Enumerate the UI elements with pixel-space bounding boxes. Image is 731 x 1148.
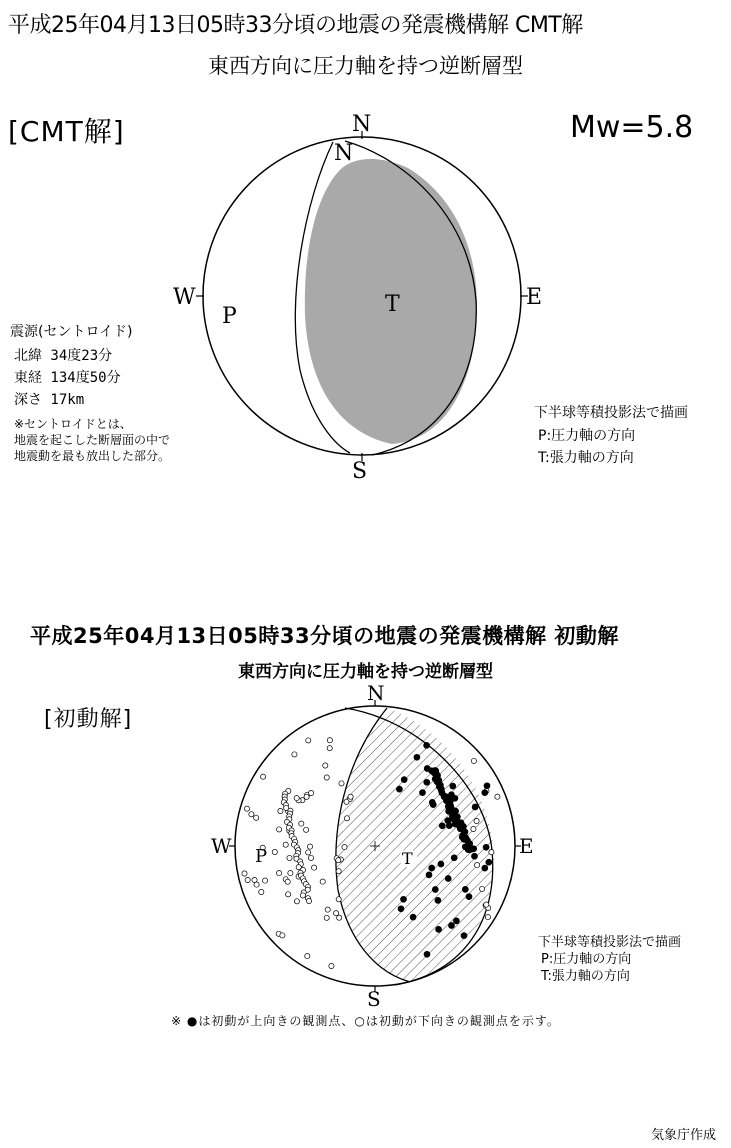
down-motion-station: [325, 907, 330, 912]
down-motion-station: [344, 816, 349, 821]
down-motion-station: [306, 850, 311, 855]
down-motion-station: [286, 892, 291, 897]
cmt-subtitle: 東西方向に圧力軸を持つ逆断層型: [208, 54, 523, 78]
first-p-axis: P: [255, 846, 268, 867]
cmt-t-axis: T: [385, 292, 400, 317]
down-motion-station: [305, 954, 310, 959]
up-motion-station: [472, 853, 478, 859]
first-motion-subtitle: 東西方向に圧力軸を持つ逆断層型: [238, 662, 493, 682]
up-motion-station: [436, 926, 442, 932]
down-motion-station: [307, 844, 312, 849]
down-motion-station: [299, 821, 304, 826]
cmt-dir-e: E: [526, 285, 543, 310]
up-motion-station: [424, 742, 430, 748]
down-motion-station: [283, 842, 288, 847]
down-motion-station: [287, 855, 292, 860]
credit: 気象庁作成: [651, 1128, 717, 1143]
down-motion-station: [254, 815, 259, 820]
up-motion-station: [453, 918, 459, 924]
down-motion-station: [324, 915, 329, 920]
down-motion-station: [484, 902, 489, 907]
down-motion-station: [324, 775, 329, 780]
down-motion-station: [339, 781, 344, 786]
legend-projection: 下半球等積投影法で描画: [534, 405, 688, 421]
down-motion-station: [475, 863, 480, 868]
centroid-note-3: 地震動を最も放出した部分。: [14, 449, 171, 463]
up-motion-station: [472, 804, 478, 810]
up-motion-station: [483, 844, 489, 850]
down-motion-station: [495, 794, 500, 799]
down-motion-station: [242, 871, 247, 876]
up-motion-station: [426, 872, 432, 878]
legend-p: P:圧力軸の方向: [538, 428, 636, 444]
down-motion-station: [294, 796, 299, 801]
first-dir-s: S: [367, 987, 381, 1011]
down-motion-station: [336, 869, 341, 874]
down-motion-station: [304, 794, 309, 799]
up-motion-station: [424, 951, 430, 957]
first-dir-n: N: [367, 681, 385, 705]
station-footnote: ※ ●は初動が上向きの観測点、○は初動が下向きの観測点を示す。: [171, 1014, 560, 1028]
up-motion-station: [467, 847, 473, 853]
legend2-t: T:張力軸の方向: [541, 969, 630, 984]
down-motion-station: [327, 746, 332, 751]
legend2-p: P:圧力軸の方向: [541, 952, 632, 967]
cmt-dir-n: N: [352, 112, 372, 137]
legend2-projection: 下半球等積投影法で描画: [538, 935, 682, 950]
down-motion-station: [489, 850, 494, 855]
down-motion-station: [309, 790, 314, 795]
down-motion-station: [312, 865, 317, 870]
down-motion-station: [334, 911, 339, 916]
legend-t: T:張力軸の方向: [538, 450, 634, 466]
cmt-axis-n: N: [334, 141, 354, 166]
cmt-title: 平成25年04月13日05時33分頃の地震の発震機構解 CMT解: [8, 13, 583, 38]
down-motion-station: [336, 858, 341, 863]
down-motion-station: [254, 882, 259, 887]
up-motion-station: [424, 766, 430, 772]
up-motion-station: [424, 779, 430, 785]
up-motion-station: [482, 865, 488, 871]
up-motion-station: [462, 886, 468, 892]
down-motion-station: [323, 763, 328, 768]
down-motion-station: [480, 886, 485, 891]
up-motion-station: [445, 818, 451, 824]
centroid-note-2: 地震を起こした断層面の中で: [14, 433, 171, 447]
cmt-p-axis: P: [222, 304, 237, 329]
down-motion-station: [304, 827, 309, 832]
down-motion-station: [277, 871, 282, 876]
up-motion-station: [430, 802, 436, 808]
down-motion-station: [259, 889, 264, 894]
up-motion-station: [461, 933, 467, 939]
down-motion-station: [294, 899, 299, 904]
down-motion-station: [277, 827, 282, 832]
down-motion-station: [249, 812, 254, 817]
up-motion-station: [449, 923, 455, 929]
up-motion-station: [410, 914, 416, 920]
down-motion-station: [263, 878, 268, 883]
hypocenter-lat: 北緯 34度23分: [14, 348, 113, 364]
up-motion-station: [450, 783, 456, 789]
up-motion-station: [401, 896, 407, 902]
down-motion-station: [327, 738, 332, 743]
up-motion-station: [439, 823, 445, 829]
cmt-label: [CMT解]: [8, 115, 125, 148]
down-motion-station: [344, 799, 349, 804]
up-motion-station: [438, 861, 444, 867]
cmt-dir-s: S: [352, 459, 368, 484]
down-motion-station: [272, 849, 277, 854]
first-dir-w: W: [211, 834, 232, 858]
down-motion-station: [336, 897, 341, 902]
up-motion-station: [414, 754, 420, 760]
down-motion-station: [348, 794, 353, 799]
down-motion-station: [342, 845, 347, 850]
down-motion-station: [471, 826, 476, 831]
down-motion-station: [329, 963, 334, 968]
centroid-note-1: ※セントロイドとは、: [14, 417, 132, 431]
up-motion-station: [486, 859, 492, 865]
down-motion-station: [292, 752, 297, 757]
up-motion-station: [452, 795, 458, 801]
up-motion-station: [462, 836, 468, 842]
up-motion-station: [432, 887, 438, 893]
up-motion-station: [401, 777, 407, 783]
first-t-axis: T: [402, 849, 413, 868]
down-motion-station: [261, 774, 266, 779]
up-motion-station: [482, 790, 488, 796]
down-motion-station: [244, 806, 249, 811]
up-motion-station: [445, 876, 451, 882]
down-motion-station: [278, 808, 283, 813]
down-motion-station: [285, 879, 290, 884]
up-motion-station: [466, 894, 472, 900]
down-motion-station: [308, 855, 313, 860]
down-motion-station: [471, 758, 476, 763]
down-motion-station: [280, 933, 285, 938]
up-motion-station: [420, 790, 426, 796]
down-motion-station: [306, 898, 311, 903]
down-motion-station: [474, 818, 479, 823]
first-motion-label: [初動解]: [44, 707, 133, 732]
down-motion-station: [245, 877, 250, 882]
down-motion-station: [485, 915, 490, 920]
first-dir-e: E: [519, 834, 534, 858]
up-motion-station: [435, 897, 441, 903]
up-motion-station: [429, 865, 435, 871]
down-motion-station: [320, 879, 325, 884]
cmt-dir-w: W: [173, 285, 196, 310]
magnitude: Mw=5.8: [570, 110, 694, 145]
up-motion-station: [451, 855, 457, 861]
up-motion-station: [396, 786, 402, 792]
first-motion-title: 平成25年04月13日05時33分頃の地震の発震機構解 初動解: [30, 624, 619, 648]
up-motion-station: [398, 906, 404, 912]
up-motion-station: [446, 808, 452, 814]
down-motion-station: [337, 915, 342, 920]
down-motion-station: [288, 871, 293, 876]
down-motion-station: [300, 893, 305, 898]
up-motion-station: [484, 783, 490, 789]
hypocenter-depth: 深さ 17km: [14, 392, 85, 408]
hypocenter-heading: 震源(セントロイド): [10, 324, 133, 340]
hypocenter-lon: 東経 134度50分: [14, 370, 121, 386]
down-motion-station: [306, 738, 311, 743]
